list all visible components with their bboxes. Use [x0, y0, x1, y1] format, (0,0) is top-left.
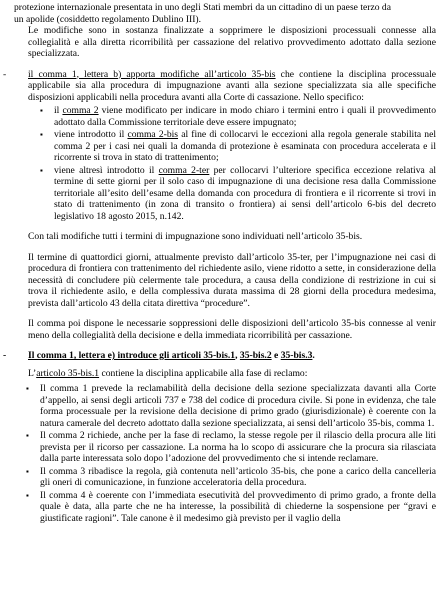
articolo-35-bis-2-ref: 35-bis.2: [239, 350, 272, 361]
quattordici-giorni-paragraph: Il termine di quattordici giorni, attualmente previsto dall’articolo 35-ter, per l’impugnazione nei casi di procedura di frontiera con trattenimento del richiedente asilo, viene ridotto a sette, in considerazione della necessità di concludere più celermente tale procedura, a causa della condizione di restrizione in cui si trova il richiedente asilo, e della complessiva durata massima di 28 giorni della procedura medesima, prevista dall’articolo 43 della citata direttiva “procedure”.: [28, 251, 436, 309]
bullet-reclamo-comma-1: ▪ Il comma 1 prevede la reclamabilità della decisione della sezione specializzata davanti alla Corte d’appello, ai sensi degli articoli 737 e 738 del codice di procedura civile. Si pone in evidenza, che tale forma processuale per la revisione della decisione di primo grado (giurisdizionale) è coerente con la natura camerale del decreto adottato dalla sezione specializzata, ai sensi dell’articolo 35-bis, comma 1.: [40, 383, 436, 429]
bullet-comma-2-bis: ▪ viene introdotto il comma 2-bis al fine di collocarvi le eccezioni alla regola generale stabilita nel comma 2 per i casi nei quali la domanda di protezione è esaminata con procedura accelerata e il ricorrente si trova in stato di trattenimento;: [54, 129, 436, 164]
bullet-comma-2: ▪ il comma 2 viene modificato per indicare in modo chiaro i termini entro i quali il provvedimento adottato dalla Commissione territoriale deve essere impugnato;: [54, 105, 436, 128]
top-paragraph-line-2: un apolide (cosiddetto regolamento Dublino III).: [14, 13, 202, 25]
bullet-reclamo-comma-2: ▪ Il comma 2 richiede, anche per la fase di reclamo, la stesse regole per il rilascio della procura alle liti prevista per il ricorso per cassazione. La norma ha lo scopo di assicurare che la procura sia rilasciata dalla parte interessata solo dopo l’adozione del provvedimento che si intende reclamare.: [40, 430, 436, 465]
comma-1-lettera-b-bullets: [28, 105, 436, 222]
reclamo-bullets: [14, 383, 436, 524]
termini-paragraph: Con tali modifiche tutti i termini di impugnazione sono individuati nell’articolo 35-bis.: [28, 231, 363, 242]
modifiche-paragraph: Le modifiche sono in sostanza finalizzate a sopprimere le disposizioni processuali connesse alla collegialità e alla diretta ricorribilità per cassazione del relativo provvedimento adottato dalla sezione specializzata.: [28, 25, 436, 59]
top-paragraph-line-1: protezione internazionale presentata in uno degli Stati membri da un cittadino di un paese terzo da: [14, 2, 391, 13]
comma-2-ter-ref: comma 2-ter: [158, 164, 210, 176]
comma-poi-paragraph: Il comma poi dispone le necessarie soppressioni delle disposizioni dell’articolo 35-bis connesse al venir meno della collegialità della decisione e della immediata ricorribilità per cassazione.: [28, 318, 436, 341]
comma-2-ref: comma 2: [62, 105, 99, 116]
comma-2-bis-ref: comma 2-bis: [127, 129, 179, 140]
comma-1-lettera-e-ref: Il comma 1, lettera e) introduce gli articoli 35-bis.1: [28, 350, 236, 361]
articolo-35-bis-1-ref: articolo 35-bis.1: [36, 367, 100, 379]
list-item-comma-1-lettera-b: [14, 69, 436, 223]
bullet-comma-2-ter: ▪ viene altresì introdotto il comma 2-ter per collocarvi l’ulteriore specifica eccezione relativa al termine di sette giorni per il solo caso di impugnazione di una decisione resa dalla Commissione territoriale all’esito dell’esame della domanda con procedura di frontiera e il ricorrente si trovi in stato di trattenimento (in zona di transito o frontiera) ai sensi dell’articolo 6-bis del decreto legislativo 18 agosto 2015, n.142.: [54, 165, 436, 223]
comma-1-lettera-b-ref: il comma 1, lettera b) apporta modifiche all’articolo 35-bis: [28, 68, 276, 80]
articolo-35-bis-3-ref: 35-bis.3: [280, 350, 313, 361]
bullet-reclamo-comma-3: ▪ Il comma 3 ribadisce la regola, già contenuta nell’articolo 35-bis, che pone a carico della cancelleria gli oneri di comunicazione, in funzione acceleratoria della procedura.: [40, 466, 436, 489]
comma-1-lettera-b-text: che contiene la disciplina processuale applicabile sia alla procedura di impugnazione avanti alla sezione specializzata sia alle specifiche disposizioni applicabili nella procedura avanti alla Corte di cassazione. Nello specifico:: [28, 68, 437, 103]
articolo-35-bis-1-paragraph: L’articolo 35-bis.1 contiene la disciplina applicabile alla fase di reclamo:: [28, 367, 308, 379]
top-paragraph: [14, 2, 436, 25]
list-item-comma-1-lettera-e: - Il comma 1, lettera e) introduce gli articoli 35-bis.1, 35-bis.2 e 35-bis.3.: [14, 350, 436, 362]
bullet-reclamo-comma-4: ▪ Il comma 4 è coerente con l’immediata esecutività del provvedimento di primo grado, a fronte della quale è data, alla parte che ne ha interesse, la possibilità di chiederne la sospensione per “gravi e giustificate ragioni”. Tale canone è il medesimo già previsto per il vaglio della: [40, 490, 436, 525]
